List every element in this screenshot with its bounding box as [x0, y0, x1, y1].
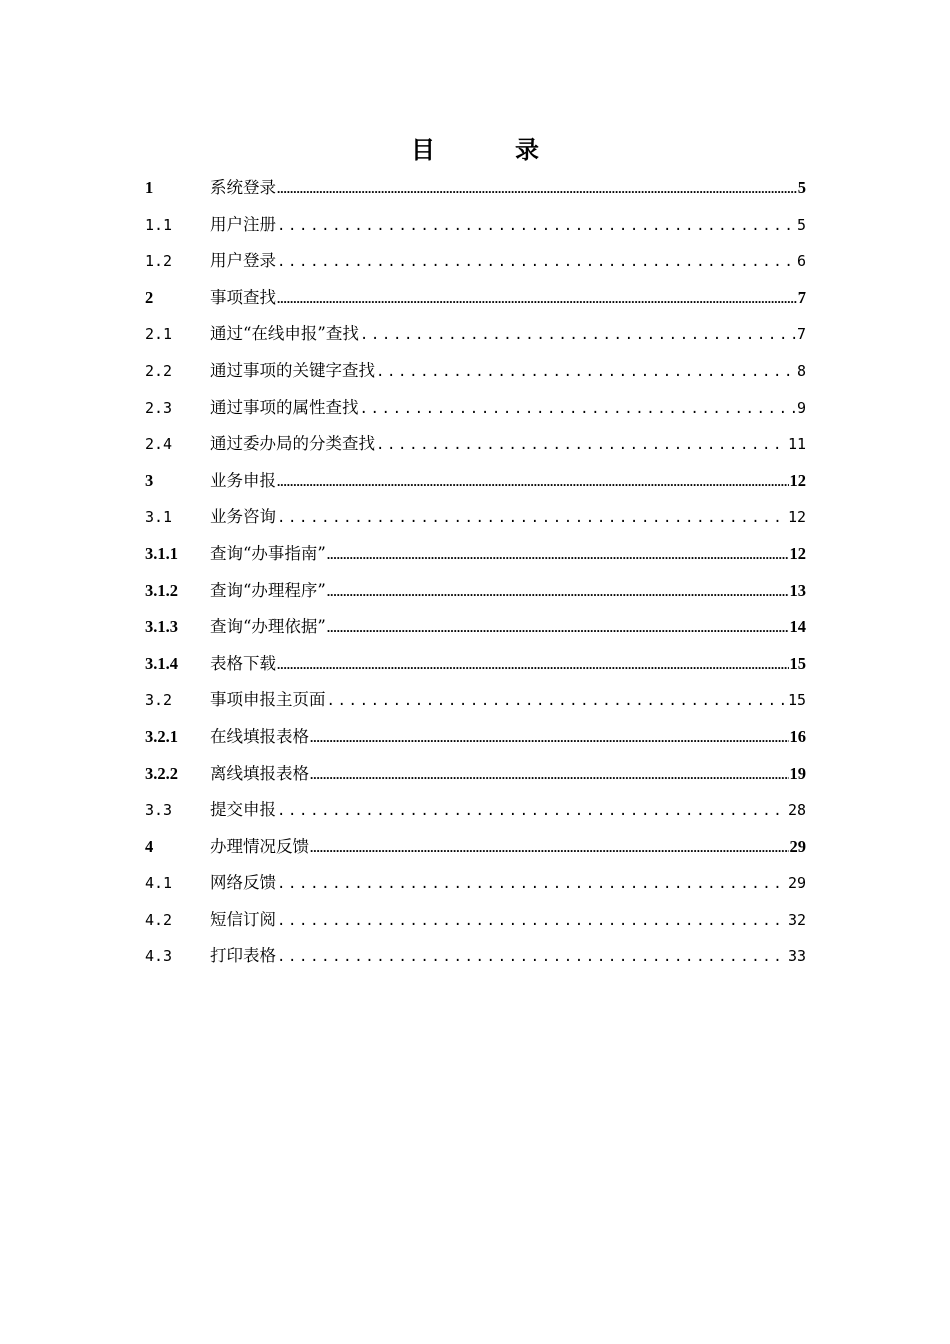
toc-entry-page: 5 — [797, 178, 806, 197]
toc-dot-leader — [277, 281, 797, 318]
toc-entry-label: 打印表格 — [210, 946, 276, 966]
toc-entry-number: 3 — [145, 470, 154, 490]
toc-entry-number: 1.1 — [145, 215, 173, 234]
toc-entry-label: 用户注册 — [210, 214, 276, 234]
toc-entry[interactable] — [145, 243, 806, 280]
toc-dot-leader — [277, 939, 787, 976]
toc-entry[interactable] — [145, 316, 806, 353]
toc-entry-label: 表格下载 — [210, 653, 276, 673]
toc-entry-number: 2 — [145, 287, 154, 307]
toc-entry-label: 网络反馈 — [210, 873, 276, 893]
toc-dot-leader — [277, 647, 789, 684]
toc-entry-page: 32 — [787, 910, 806, 929]
toc-dot-leader — [277, 208, 796, 245]
toc-entry-label: 短信订阅 — [210, 909, 276, 929]
toc-entry-page: 29 — [787, 874, 806, 893]
toc-entry-page: 5 — [796, 215, 806, 234]
toc-entry-number: 2.2 — [145, 361, 173, 380]
toc-entry[interactable] — [145, 902, 806, 939]
toc-dot-leader — [327, 610, 789, 647]
toc-entry-label: 通过事项的属性查找 — [210, 397, 359, 417]
toc-dot-leader — [327, 537, 789, 574]
toc-entry-number: 4.2 — [145, 910, 173, 929]
toc-entry-label: 提交申报 — [210, 800, 276, 820]
toc-entry[interactable] — [145, 353, 806, 390]
toc-title: 目 录 — [411, 135, 567, 164]
toc-entry-number: 4 — [145, 836, 154, 856]
toc-dot-leader — [327, 683, 787, 720]
toc-dot-leader — [277, 500, 787, 537]
toc-dot-leader — [327, 574, 789, 611]
toc-entry-number: 3.3 — [145, 801, 173, 820]
toc-entry[interactable] — [145, 426, 806, 463]
toc-entry-label: 通过事项的关键字查找 — [210, 360, 375, 380]
toc-entry[interactable] — [145, 207, 806, 244]
toc-entry-page: 12 — [787, 508, 806, 527]
toc-entry[interactable] — [145, 646, 806, 683]
toc-entry-number: 3.1.2 — [145, 580, 178, 600]
toc-entry-number: 2.4 — [145, 435, 173, 454]
toc-entry-page: 7 — [796, 325, 806, 344]
toc-dot-leader — [277, 171, 797, 208]
toc-entry-number: 3.2.2 — [145, 763, 178, 783]
toc-entry-number: 4.3 — [145, 947, 173, 966]
toc-entry[interactable] — [145, 682, 806, 719]
toc-entry-page: 6 — [796, 252, 806, 271]
toc-entry[interactable] — [145, 536, 806, 573]
toc-entry-label: 通过“在线申报”查找 — [210, 324, 359, 344]
toc-entry[interactable] — [145, 756, 806, 793]
toc-entry-number: 3.1 — [145, 508, 173, 527]
toc-dot-leader — [310, 757, 789, 794]
toc-dot-leader — [277, 866, 787, 903]
toc-entry[interactable] — [145, 463, 806, 500]
toc-entry[interactable] — [145, 170, 806, 207]
toc-dot-leader — [277, 464, 789, 501]
toc-entry-label: 用户登录 — [210, 251, 276, 271]
toc-entry-number: 3.1.3 — [145, 617, 178, 637]
toc-entry-number: 3.2 — [145, 691, 173, 710]
toc-entry-label: 业务咨询 — [210, 507, 276, 527]
toc-entry-label: 查询“办事指南” — [210, 543, 326, 563]
toc-entry-page: 14 — [789, 617, 806, 637]
toc-entry[interactable] — [145, 499, 806, 536]
toc-dot-leader — [360, 317, 796, 354]
toc-entry-page: 19 — [789, 763, 806, 783]
toc-entry-page: 29 — [789, 836, 806, 856]
toc-entry-page: 33 — [787, 947, 806, 966]
toc-entry-page: 8 — [796, 361, 806, 380]
toc-entry[interactable] — [145, 792, 806, 829]
toc-entry-number: 3.1.4 — [145, 653, 178, 673]
toc-entry-label: 在线填报表格 — [210, 726, 309, 746]
toc-dot-leader — [310, 720, 789, 757]
toc-entry-number: 2.1 — [145, 325, 173, 344]
toc-entry[interactable] — [145, 390, 806, 427]
toc-entry-page: 15 — [787, 691, 806, 710]
toc-entry[interactable] — [145, 865, 806, 902]
toc-dot-leader — [376, 427, 787, 464]
toc-entry-label: 通过委办局的分类查找 — [210, 434, 375, 454]
toc-list — [145, 170, 806, 975]
toc-entry-label: 办理情况反馈 — [210, 836, 309, 856]
toc-entry-page: 11 — [787, 435, 806, 454]
toc-entry-number: 3.2.1 — [145, 726, 178, 746]
toc-entry-label: 业务申报 — [210, 470, 276, 490]
toc-entry-page: 15 — [789, 653, 806, 673]
toc-entry-label: 查询“办理程序” — [210, 580, 326, 600]
toc-entry-page: 12 — [789, 543, 806, 563]
toc-dot-leader — [310, 830, 789, 867]
toc-entry[interactable] — [145, 719, 806, 756]
toc-dot-leader — [277, 244, 796, 281]
toc-dot-leader — [277, 793, 787, 830]
toc-entry[interactable] — [145, 609, 806, 646]
toc-entry-number: 3.1.1 — [145, 543, 178, 563]
toc-entry-label: 离线填报表格 — [210, 763, 309, 783]
toc-entry-label: 事项查找 — [210, 287, 276, 307]
toc-entry-page: 12 — [789, 470, 806, 490]
toc-entry-number: 1.2 — [145, 252, 173, 271]
toc-entry[interactable] — [145, 829, 806, 866]
toc-entry[interactable] — [145, 280, 806, 317]
toc-entry-number: 4.1 — [145, 874, 173, 893]
toc-entry-page: 13 — [789, 580, 806, 600]
toc-entry-number: 2.3 — [145, 398, 173, 417]
toc-entry-number: 1 — [145, 178, 154, 197]
toc-entry-page: 7 — [797, 287, 806, 307]
toc-entry-page: 28 — [787, 801, 806, 820]
toc-entry-label: 查询“办理依据” — [210, 617, 326, 637]
toc-dot-leader — [376, 354, 796, 391]
toc-entry[interactable] — [145, 938, 806, 975]
toc-entry-label: 系统登录 — [210, 178, 276, 197]
toc-entry-label: 事项申报主页面 — [210, 690, 326, 710]
toc-entry-page: 16 — [789, 726, 806, 746]
toc-entry-page: 9 — [796, 398, 806, 417]
toc-dot-leader — [277, 903, 787, 940]
toc-dot-leader — [360, 391, 796, 428]
toc-entry[interactable] — [145, 573, 806, 610]
